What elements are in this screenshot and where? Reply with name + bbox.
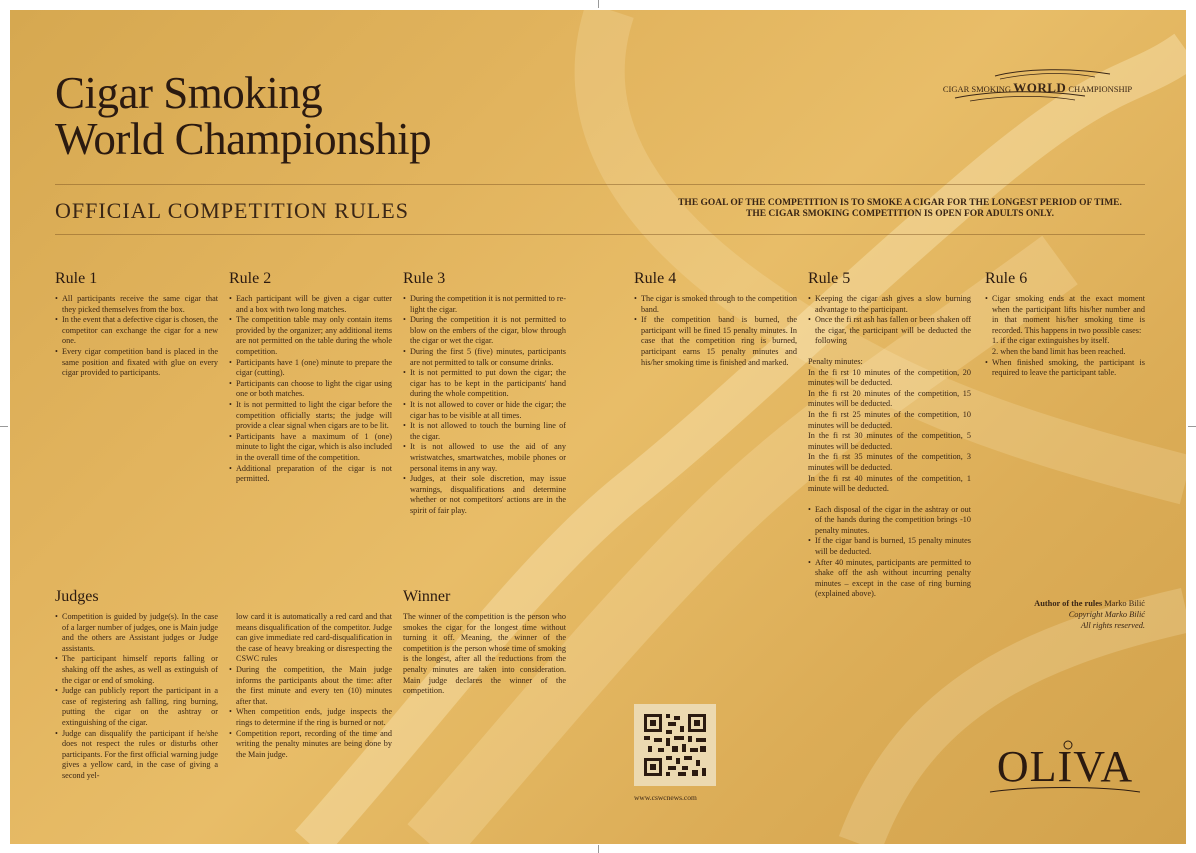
rule-5-list-2: [808, 505, 971, 600]
list-item: [985, 294, 1145, 358]
list-item: • When competition ends, judge inspects the rings to determine if the ring is burned or not.: [229, 707, 392, 728]
list-item: • Keeping the cigar ash gives a slow burning advantage to the participant.: [808, 294, 971, 315]
winner-title: Winner: [403, 588, 451, 605]
rule-1-list: [55, 294, 218, 379]
rule-3-title: Rule 3: [403, 270, 446, 287]
goal-line-1: THE GOAL OF THE COMPETITION IS TO SMOKE A CIGAR FOR THE LONGEST PERIOD OF TIME.: [678, 198, 1122, 208]
list-item: • Participants have 1 (one) minute to prepare the cigar (cutting).: [229, 358, 392, 379]
list-item: • The cigar is smoked through to the competition band.: [634, 294, 797, 315]
rule-5-section: [808, 270, 971, 600]
list-item: • Participants have a maximum of 1 (one) minute to light the cigar, which is also included in the overall time of the competition.: [229, 432, 392, 464]
judges-section: [55, 588, 218, 782]
rule-6-title: Rule 6: [985, 270, 1028, 287]
judges-section-col2: [229, 612, 392, 760]
poster: [10, 10, 1186, 844]
oliva-logo: [980, 740, 1150, 800]
crop-mark: [598, 845, 599, 853]
penalty-line: In the fi rst 10 minutes of the competition, 20 minutes will be deducted.: [808, 367, 971, 388]
penalty-line: In the fi rst 30 minutes of the competition, 5 minutes will be deducted.: [808, 431, 971, 451]
judges-list: [55, 612, 218, 782]
penalty-line: In the fi rst 20 minutes of the competition, 15 minutes will be deducted.: [808, 388, 971, 409]
case-1: 1. if the cigar extinguishes by itself.: [992, 336, 1110, 346]
rule-3-section: [403, 270, 566, 516]
rule-5-title: Rule 5: [808, 270, 851, 287]
list-item: • During the competition, the Main judge informs the participants about the time: after the first minute and every ten (10) minutes after that.: [229, 665, 392, 707]
crop-mark: [0, 426, 8, 427]
list-item: • It is not allowed to cover or hide the cigar; the cigar has to be visible at all times.: [403, 400, 566, 421]
list-item: • In the event that a defective cigar is chosen, the competitor can exchange the cigar for a new one.: [55, 315, 218, 347]
judges-list-2: [229, 665, 392, 760]
list-item: • During the first 5 (five) minutes, participants are not permitted to talk or consume drinks.: [403, 347, 566, 368]
website-link[interactable]: www.cswcnews.com: [634, 793, 697, 802]
crop-mark: [598, 0, 599, 8]
logo-text: [925, 80, 1150, 96]
page-title: [55, 70, 431, 162]
penalty-line: In the fi rst 40 minutes of the competition, 1 minute will be deducted.: [808, 473, 971, 494]
penalty-line: In the fi rst 35 minutes of the competition, 3 minutes will be deducted.: [808, 452, 971, 472]
copyright-line: Copyright Marko Bilić: [1068, 610, 1145, 619]
list-item: • The participant himself reports falling or shaking off the ashes, as well as extinguish of the cigar or end of smoking.: [55, 654, 218, 686]
judges-title: Judges: [55, 588, 99, 605]
oliva-wordmark: OLIVA: [996, 742, 1134, 791]
logo-text-right: CHAMPIONSHIP: [1068, 84, 1133, 94]
list-item: • After 40 minutes, participants are permitted to shake off the ash without incurring penalty minutes – except in the case of ring burning (explained above).: [808, 558, 971, 600]
author-credit: [890, 598, 1145, 631]
list-item: • If the cigar band is burned, 15 penalty minutes will be deducted.: [808, 536, 971, 557]
list-item: • Competition report, recording of the time and writing the penalty minutes are being done by the Main judge.: [229, 729, 392, 761]
author-line: [890, 598, 1145, 609]
case-2: 2. when the band limit has been reached.: [992, 346, 1126, 356]
rule-3-list: [403, 294, 566, 516]
list-item: • The competition table may only contain items provided by the organizer; any additional items are not permitted on the table during the whole competition.: [229, 315, 392, 357]
winner-text: The winner of the competition is the person who smokes the cigar for the longest time without turning it off. Meaning, the winner of the competition is the person whose time of smoking is the longest, after all the reductions from the penalty minutes are taken into consideration. Main judge declares the winner of the competition.: [403, 612, 566, 696]
author-label: Author of the rules: [1034, 599, 1103, 608]
logo-text-left: CIGAR SMOKING: [942, 84, 1012, 94]
title-line-1: Cigar Smoking: [55, 68, 323, 118]
qr-code-icon: [634, 704, 716, 786]
list-item: • Once the fi rst ash has fallen or been shaken off the cigar, the participant will be deducted the following: [808, 315, 971, 347]
list-item: • Judge can publicly report the participant in a case of registering ash falling, ring burning, putting the cigar on the ashtray or extinguishing of the cigar.: [55, 686, 218, 728]
title-line-2: World Championship: [55, 114, 432, 164]
rule-2-list: [229, 294, 392, 485]
list-item: • All participants receive the same cigar that they picked themselves from the box.: [55, 294, 218, 315]
qr-code[interactable]: [634, 704, 716, 786]
list-item: • Each participant will be given a cigar cutter and a box with two long matches.: [229, 294, 392, 315]
winner-section: [403, 588, 566, 697]
championship-logo: [925, 66, 1150, 106]
rule-1-section: [55, 270, 218, 379]
list-item: • It is not allowed to use the aid of any wristwatches, smartwatches, mobile phones or personal items in any way.: [403, 442, 566, 474]
list-item: • Competition is guided by judge(s). In the case of a larger number of judges, one is Main judge and the others are Assistant judges or Judge assistants.: [55, 612, 218, 654]
list-item: • Every cigar competition band is placed in the same position and fixated with glue on every cigar provided to participants.: [55, 347, 218, 379]
goal-statement: [645, 198, 1155, 220]
rights-line: All rights reserved.: [1080, 621, 1145, 630]
list-item: • Participants can choose to light the cigar using one or both matches.: [229, 379, 392, 400]
list-item: • Additional preparation of the cigar is not permitted.: [229, 464, 392, 485]
list-item: • It is not permitted to light the cigar before the competition officially starts; the judge will provide a clear signal when cigars are to be lit.: [229, 400, 392, 432]
crop-mark: [1188, 426, 1196, 427]
list-item: • If the competition band is burned, the participant will be fined 15 penalty minutes. In case that the competition ring is burned, participant earns 15 penalty minutes and his/her smoking time is finished and marked.: [634, 315, 797, 368]
list-item: • During the competition it is not permitted to re-light the cigar.: [403, 294, 566, 315]
list-item: • Each disposal of the cigar in the ashtray or out of the hands during the competition brings -10 penalty minutes.: [808, 505, 971, 537]
judges-continued: low card it is automatically a red card and that means disqualification of the competitor. Judge can give immediate red card-disqualification in the case of heavy breaking or disrespecting the CSWC rules: [236, 612, 392, 664]
penalty-line: In the fi rst 25 minutes of the competition, 10 minutes will be deducted.: [808, 409, 971, 430]
divider-bottom: [55, 234, 1145, 235]
author-name: Marko Bilić: [1104, 599, 1145, 608]
list-item: • It is not allowed to touch the burning line of the cigar.: [403, 421, 566, 442]
list-item: • Judge can disqualify the participant if he/she does not respect the rules or disturbs other participants. For the first official warning judge gives a yellow card, in the case of giving a second yel-: [55, 729, 218, 782]
logo-text-mid: WORLD: [1013, 80, 1067, 95]
rule-6-list: [985, 294, 1145, 379]
rule-2-title: Rule 2: [229, 270, 272, 287]
rule-2-section: [229, 270, 392, 485]
rule-1-title: Rule 1: [55, 270, 98, 287]
list-item: • When finished smoking, the participant is required to leave the participant table.: [985, 358, 1145, 379]
rule-4-list: [634, 294, 797, 368]
goal-line-2: THE CIGAR SMOKING COMPETITION IS OPEN FOR ADULTS ONLY.: [745, 209, 1055, 219]
list-item: • During the competition it is not permitted to blow on the embers of the cigar, blow through the cigar or wet the cigar.: [403, 315, 566, 347]
rule-5-list: [808, 294, 971, 347]
rule-6-item-1: Cigar smoking ends at the exact moment when the participant lifts his/her number and in that moment his/her smoking time is recorded. This happens in two possible cases:: [992, 294, 1145, 335]
penalty-heading: Penalty minutes:: [808, 356, 863, 366]
rule-4-title: Rule 4: [634, 270, 677, 287]
divider-top: [55, 184, 1145, 185]
rule-6-section: [985, 270, 1145, 379]
rule-4-section: [634, 270, 797, 368]
list-item: • Judges, at their sole discretion, may issue warnings, disqualifications and determine whether or not competitors' actions are in the spirit of fair play.: [403, 474, 566, 516]
rules-heading: OFFICIAL COMPETITION RULES: [55, 198, 409, 223]
list-item: • It is not permitted to put down the cigar; the cigar has to be kept in the participants' hand during the whole competition.: [403, 368, 566, 400]
